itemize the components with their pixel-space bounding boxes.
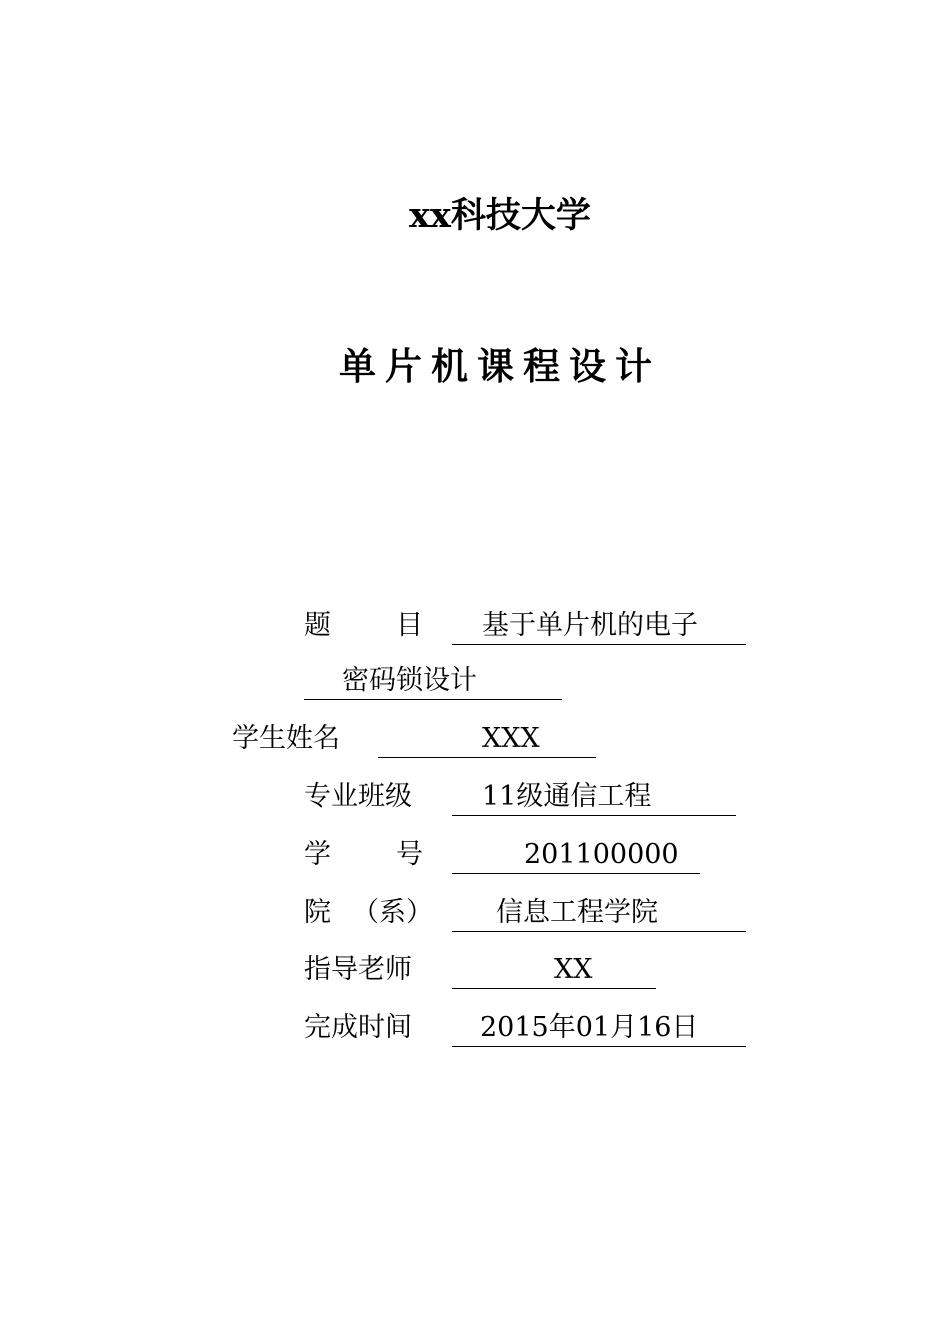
topic-field-line1	[452, 609, 746, 645]
topic-value-line1: 基于单片机的电子	[482, 610, 698, 641]
advisor-label: 指导老师	[304, 954, 412, 985]
student-id-field	[452, 838, 700, 874]
student-name-value: XXX	[482, 723, 540, 754]
major-class-label: 专业班级	[304, 781, 412, 812]
department-value: 信息工程学院	[496, 897, 658, 928]
university-name: xx科技大学	[409, 195, 591, 236]
department-label-a: 院	[304, 897, 331, 928]
major-class-value: 11级通信工程	[482, 781, 652, 812]
course-title: 单片机课程设计	[339, 344, 661, 388]
department-label-b: （系）	[352, 897, 433, 928]
advisor-value: XX	[554, 954, 593, 985]
student-id-label-b: 号	[396, 839, 423, 870]
major-class-field	[452, 780, 736, 816]
advisor-field	[452, 953, 656, 989]
student-id-label-a: 学	[304, 839, 331, 870]
department-field	[452, 896, 746, 932]
topic-label-a: 题	[304, 610, 331, 641]
student-name-field	[378, 722, 596, 758]
topic-label-b: 目	[396, 610, 423, 641]
completion-date-field	[452, 1011, 746, 1047]
student-id-value: 201100000	[524, 839, 679, 870]
completion-date-value: 2015年01月16日	[480, 1012, 699, 1043]
topic-field-line2	[304, 664, 562, 700]
student-name-label: 学生姓名	[232, 723, 340, 754]
completion-date-label: 完成时间	[304, 1012, 412, 1043]
topic-value-line2: 密码锁设计	[342, 665, 477, 696]
